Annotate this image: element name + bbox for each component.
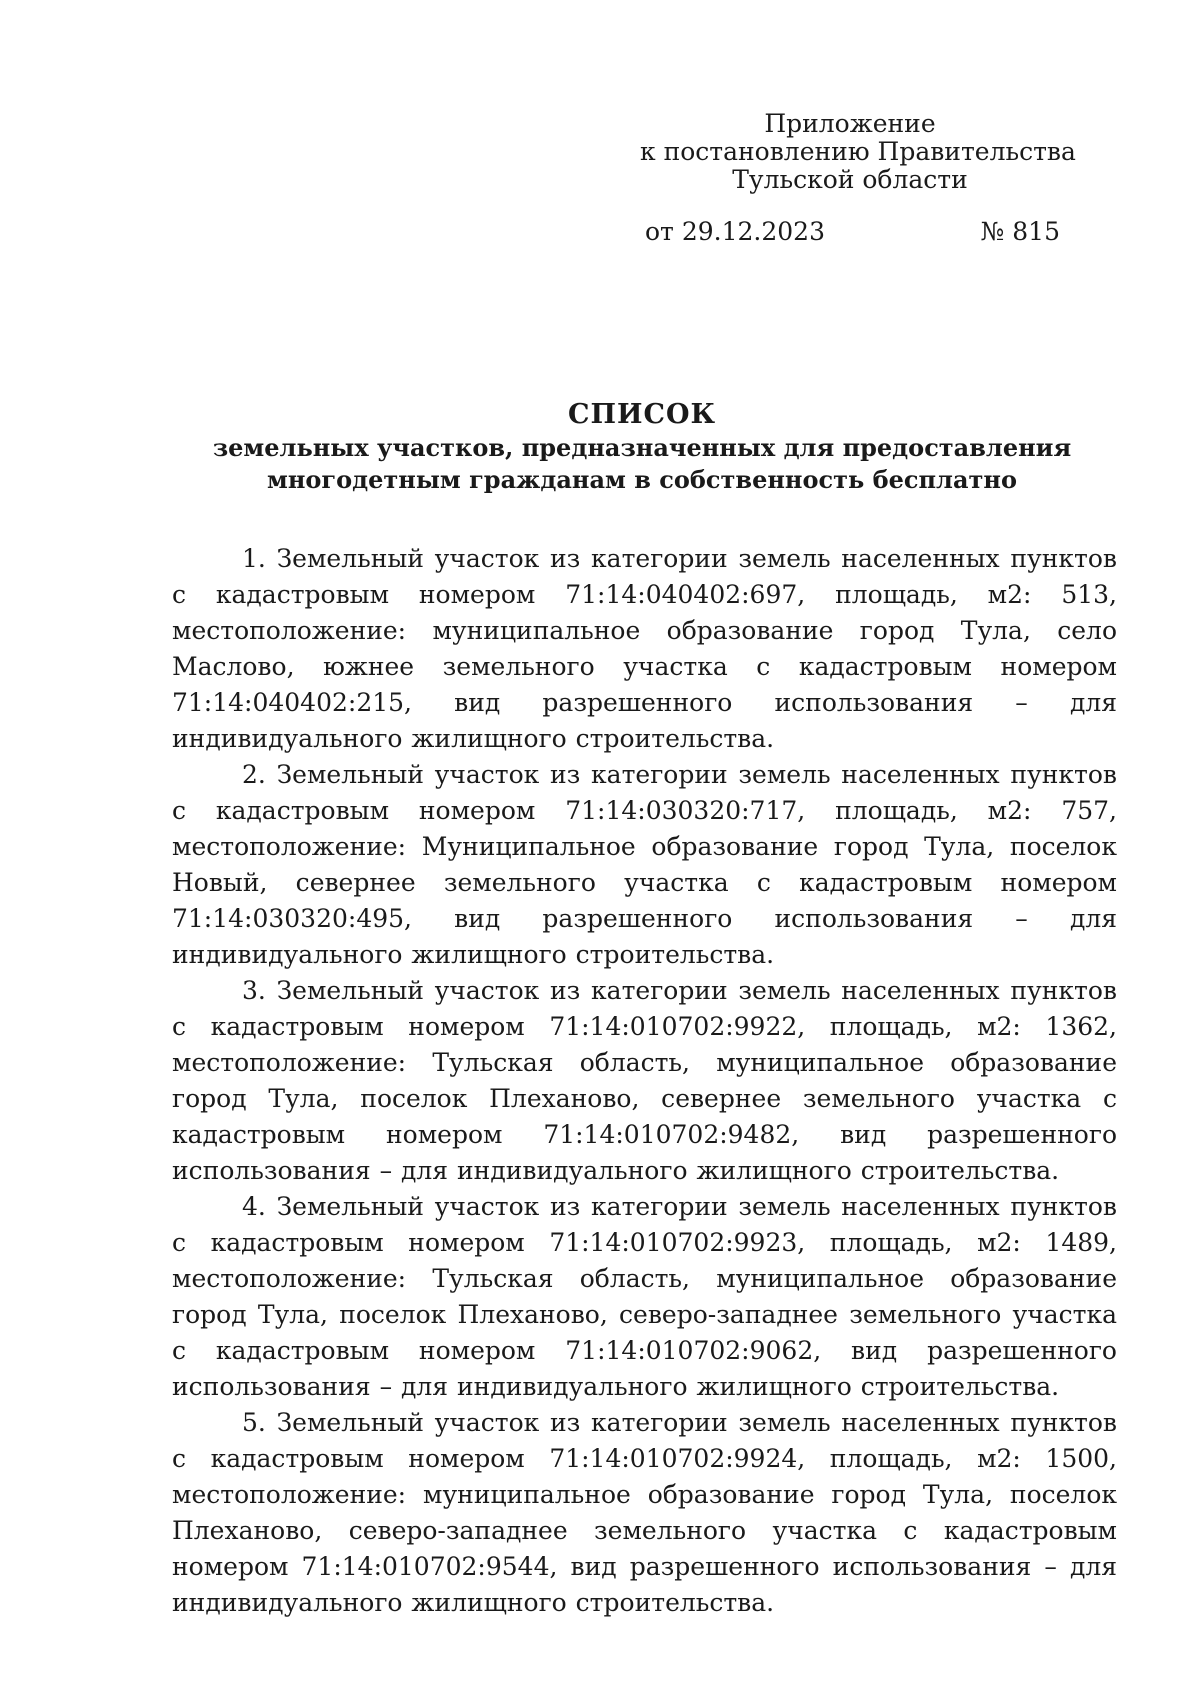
title-main: СПИСОК: [567, 399, 717, 430]
list-item: [172, 757, 1117, 973]
land-plot-list: [172, 541, 1117, 1621]
item-number: 3.: [242, 976, 266, 1005]
appendix-line: к постановлению Правительства: [640, 137, 1076, 166]
appendix-line: Тульской области: [732, 165, 968, 194]
item-text: Земельный участок из категории земель населенных пунктов с кадастровым номером 71:14:010702:9922, площадь, м2: 1362, местоположение: Тульская область, муниципальное образование город Тула, поселок Плеханово, севернее земельного участка с кадастровым номером 71:14:010702:9482, вид разрешенного использования – для индивидуального жилищного строительства.: [172, 976, 1117, 1185]
item-number: 2.: [242, 760, 266, 789]
item-number: 5.: [242, 1408, 266, 1437]
appendix-line: Приложение: [764, 109, 936, 138]
list-item: [172, 1189, 1117, 1405]
appendix-header: [640, 109, 1076, 194]
document-title: [170, 398, 1114, 496]
title-subtitle-line: многодетным гражданам в собственность бесплатно: [267, 465, 1017, 494]
list-item: [172, 973, 1117, 1189]
list-item: [172, 541, 1117, 757]
item-text: Земельный участок из категории земель населенных пунктов с кадастровым номером 71:14:030320:717, площадь, м2: 757, местоположение: Муниципальное образование город Тула, поселок Новый, севернее земельного участка с кадастровым номером 71:14:030320:495, вид разрешенного использования – для индивидуального жилищного строительства.: [172, 760, 1117, 969]
item-number: 4.: [242, 1192, 266, 1221]
item-text: Земельный участок из категории земель населенных пунктов с кадастровым номером 71:14:010702:9923, площадь, м2: 1489, местоположение: Тульская область, муниципальное образование город Тула, поселок Плеханово, северо-западнее земельного участка с кадастровым номером 71:14:010702:9062, вид разрешенного использования – для индивидуального жилищного строительства.: [172, 1192, 1117, 1401]
list-item: [172, 1405, 1117, 1621]
item-text: Земельный участок из категории земель населенных пунктов с кадастровым номером 71:14:040402:697, площадь, м2: 513, местоположение: муниципальное образование город Тула, село Маслово, южнее земельного участка с кадастровым номером 71:14:040402:215, вид разрешенного использования – для индивидуального жилищного строительства.: [172, 544, 1117, 753]
item-text: Земельный участок из категории земель населенных пунктов с кадастровым номером 71:14:010702:9924, площадь, м2: 1500, местоположение: муниципальное образование город Тула, поселок Плеханово, северо-западнее земельного участка с кадастровым номером 71:14:010702:9544, вид разрешенного использования – для индивидуального жилищного строительства.: [172, 1408, 1117, 1617]
title-subtitle-line: земельных участков, предназначенных для предоставления: [212, 433, 1072, 462]
decree-date: от 29.12.2023: [645, 217, 825, 246]
decree-number: № 815: [980, 217, 1060, 246]
item-number: 1.: [242, 544, 266, 573]
